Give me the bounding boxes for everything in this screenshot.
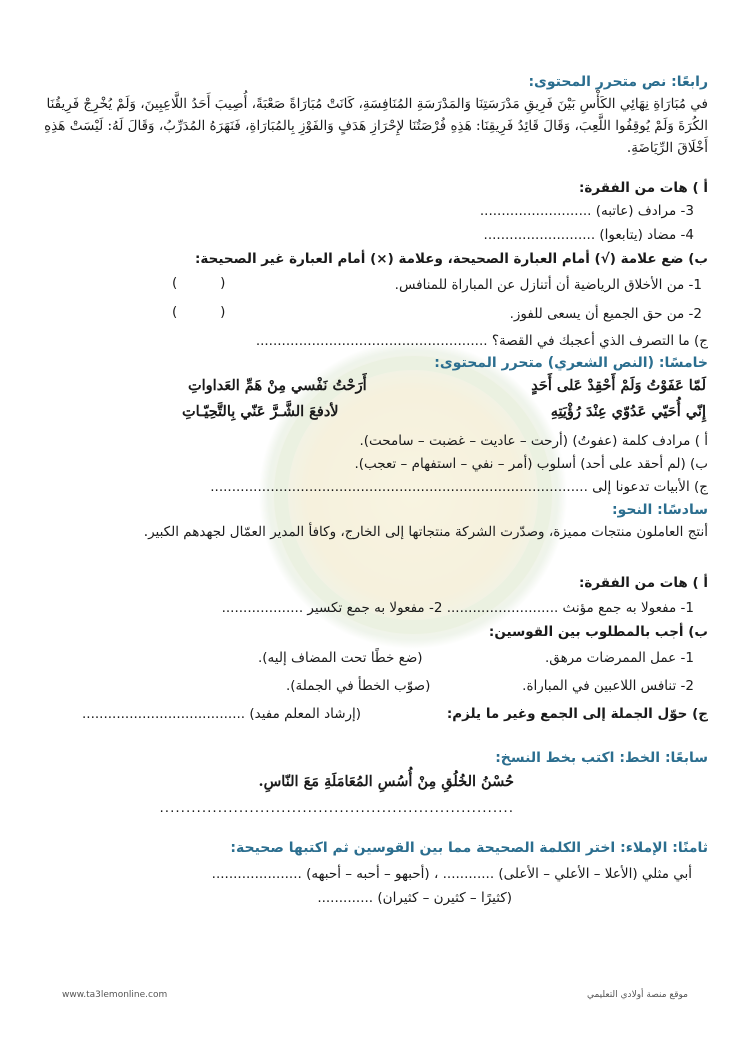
section-6-c-text: (إرشاد المعلم مفيد) ......................................: [82, 706, 362, 722]
section-8-line-1: أبي مثلي (الأعلا – الأعلي – الأعلى) ............ ، (أحبهو – أحبه – أحبهه) .....................: [211, 866, 692, 882]
section-4-a2: 4- مضاد (يتابعوا) ..........................: [483, 227, 694, 243]
section-5-q3: ج) الأبيات تدعونا إلى ........................................................................................: [210, 479, 708, 495]
verse-2-first-hemistich: إِنّي أُحَيّي عَدُوّي عِنْدَ رُؤْيَتِهِ: [550, 403, 706, 420]
section-4-a1: 3- مرادف (عاتبه) ..........................: [479, 203, 694, 219]
answer-box-1[interactable]: ( ): [172, 275, 226, 291]
section-4-b-title: ب) ضع علامة (√) أمام العبارة الصحيحة، وعلامة (×) أمام العبارة غير الصحيحة:: [195, 251, 708, 267]
section-5-q1: أ ) مرادف كلمة (عفوتُ) (أرحت – عاديت – غضبت – سامحت).: [359, 433, 708, 449]
footer-website[interactable]: www.ta3lemonline.com: [62, 990, 168, 1000]
section-4-title: رابعًا: نص متحرر المحتوى:: [528, 74, 708, 90]
section-4-b2: 2- من حق الجميع أن يسعى للفوز.: [509, 306, 702, 322]
section-6-title: سادسًا: النحو:: [612, 502, 708, 518]
verse-1-first-hemistich: لَمّا عَفَوْتُ وَلَمْ أَحْقِدْ عَلى أَحَدٍ: [531, 377, 706, 394]
verse-2-second-hemistich: لأدفعَ الشَّـرَّ عَنّي بِالتَّحِيّـاتِ: [182, 403, 339, 420]
section-5-q2: ب) (لم أحقد على أحد) أسلوب (أمر – نفي – استفهام – تعجب).: [354, 456, 708, 472]
section-6-a1: 1- مفعولا به جمع مؤنث .......................... 2- مفعولا به جمع تكسير ...................: [221, 600, 694, 616]
section-8-line-2: (كثيرًا – كثيرن – كثيران) .............: [317, 890, 512, 906]
verse-1-second-hemistich: أَرَحْتُ نَفْسي مِنْ هَمِّ العَداواتِ: [188, 377, 367, 394]
section-4-passage: في مُبَارَاةِ نِهَائِي الكَأْسِ بَيْنَ فَرِيقِ مَدْرَسَتِنَا وَالمَدْرَسَةِ المُنَافِسَةِ، كَانَتْ مُبَارَاةً صَعْبَةً، أُصِيبَ أَحَدُ اللَّاعِبِينَ، وَلَمْ يُخْرِجْ فَرِيقُنَا الكُرَةَ وَلَمْ يُوقِفُوا اللَّعِبَ، وَقَالَ قَائِدُ فَرِيقِنَا: هَذِهِ فُرْصَتُنَا لإِحْرَازِ هَدَفٍ وَالفَوْزِ بِالمُبَارَاةِ، فَنَهَرَهُ المُدَرِّبُ، وَقَالَ لَهُ: لَيْسَتْ هَذِهِ أَخْلَاقَ الرِّيَاضَةِ.: [44, 96, 708, 156]
section-6-c-title: ج) حوّل الجملة إلى الجمع وغير ما يلزم:: [446, 706, 708, 722]
section-6-b2: 2- تنافس اللاعبين في المباراة.: [522, 678, 694, 694]
answer-box-2[interactable]: ( ): [172, 304, 226, 320]
section-5-title: خامسًا: (النص الشعري) متحرر المحتوى:: [434, 355, 708, 371]
section-6-b2-request: (صوّب الخطأ في الجملة).: [286, 678, 431, 694]
writing-line[interactable]: ...................................................................: [159, 800, 514, 816]
section-6-b1: 1- عمل الممرضات مرهق.: [545, 650, 694, 666]
section-8-title: ثامنًا: الإملاء: اختر الكلمة الصحيحة مما بين القوسين ثم اكتبها صحيحة:: [230, 840, 708, 856]
section-6-a-title: أ ) هات من الفقرة:: [579, 575, 708, 591]
section-4-b1: 1- من الأخلاق الرياضية أن أتنازل عن المباراة للمنافس.: [394, 277, 702, 293]
calligraphy-sentence: حُسْنُ الخُلُقِ مِنْ أُسُسِ المُعَامَلَةِ مَعَ النّاسِ.: [258, 773, 514, 790]
section-4-a-title: أ ) هات من الفقرة:: [579, 180, 708, 196]
section-6-b1-request: (ضع خطًا تحت المضاف إليه).: [258, 650, 423, 666]
section-4-c: ج) ما التصرف الذي أعجبك في القصة؟ ......................................................: [255, 333, 708, 349]
section-6-passage: أنتج العاملون منتجات مميزة، وصدّرت الشركة منتجاتها إلى الخارج، وكافأ المدير العمّال لجهدهم الكبير.: [143, 524, 708, 540]
section-6-b-title: ب) أجب بالمطلوب بين القوسين:: [488, 624, 708, 640]
section-7-title: سابعًا: الخط: اكتب بخط النسخ:: [495, 750, 708, 766]
footer-site-name: موقع منصة أولادي التعليمي: [586, 990, 688, 1000]
